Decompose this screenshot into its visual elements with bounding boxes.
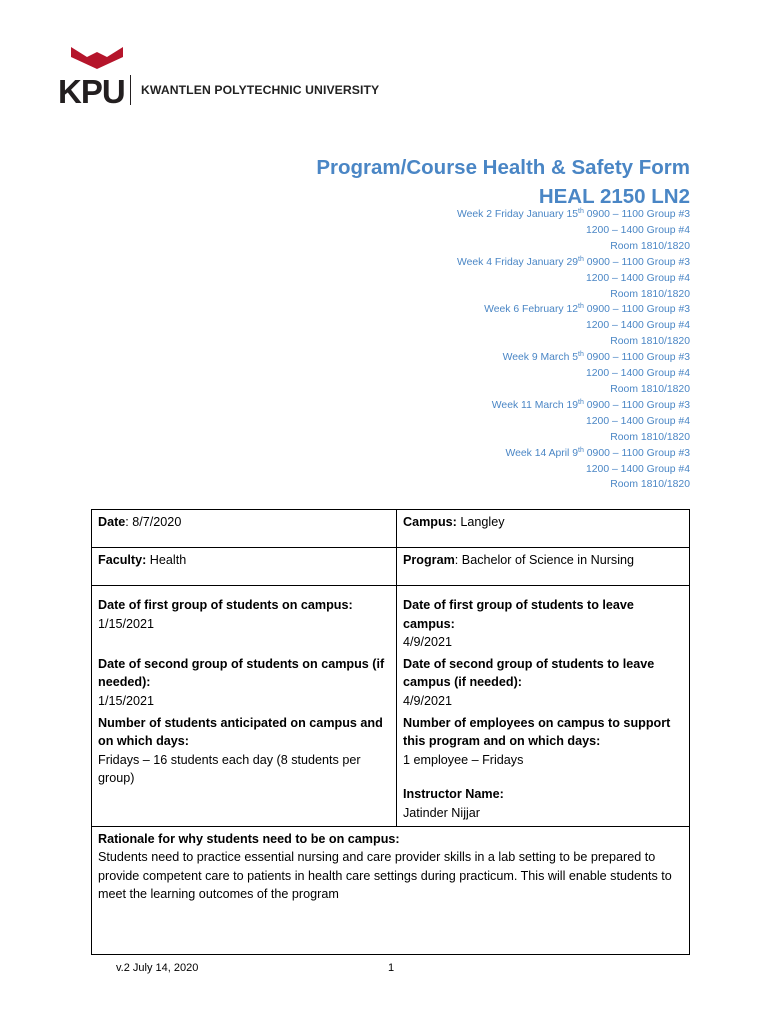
instructor-name-value: Jatinder Nijjar bbox=[403, 805, 480, 820]
num-students-cell: Number of students anticipated on campus and on which days: Fridays – 16 students each day (8 students per group) bbox=[92, 714, 397, 826]
schedule-line: 1200 – 1400 Group #4 bbox=[586, 368, 690, 380]
schedule-line: Room 1810/1820 bbox=[610, 336, 690, 348]
faculty-cell: Faculty: Health bbox=[92, 548, 397, 586]
first-group-leave-cell: Date of first group of students to leave campus: 4/9/2021 bbox=[397, 586, 690, 655]
schedule-line: 1200 – 1400 Group #4 bbox=[586, 463, 690, 475]
health-safety-form-table bbox=[91, 509, 690, 955]
schedule-line: Week 9 March 5th 0900 – 1100 Group #3 bbox=[502, 351, 690, 364]
university-name: KWANTLEN POLYTECHNIC UNIVERSITY bbox=[141, 83, 380, 97]
schedule-line: 1200 – 1400 Group #4 bbox=[586, 224, 690, 236]
second-group-leave-cell: Date of second group of students to leave campus (if needed): 4/9/2021 bbox=[397, 655, 690, 714]
schedule-block bbox=[457, 207, 690, 493]
form-title bbox=[316, 153, 690, 211]
program-cell: Program: Bachelor of Science in Nursing bbox=[397, 548, 690, 586]
form-title-line1: Program/Course Health & Safety Form bbox=[316, 156, 690, 179]
schedule-line: Week 11 March 19th 0900 – 1100 Group #3 bbox=[491, 398, 690, 411]
schedule-line: Room 1810/1820 bbox=[610, 240, 690, 252]
course-code: HEAL 2150 LN2 bbox=[538, 185, 690, 208]
num-employees-cell: Number of employees on campus to support this program and on which days: 1 employee – Fridays Instructor Name: Jatinder Nijjar bbox=[397, 714, 690, 826]
date-cell: Date: 8/7/2020 bbox=[92, 510, 397, 548]
instructor-name-label: Instructor Name: bbox=[403, 787, 504, 802]
first-group-on-campus-cell: Date of first group of students on campus: 1/15/2021 bbox=[92, 586, 397, 655]
kpu-logo bbox=[57, 45, 387, 107]
schedule-line: Week 14 April 9th 0900 – 1100 Group #3 bbox=[505, 446, 690, 459]
schedule-line: Room 1810/1820 bbox=[610, 431, 690, 443]
schedule-line: Room 1810/1820 bbox=[610, 288, 690, 300]
rationale-cell: Rationale for why students need to be on campus: Students need to practice essential nursing and care provider skills in a lab setting to be prepared to provide competent care to patients in health care settings during practicum. This will enable students to meet the learning outcomes of the program bbox=[92, 826, 690, 954]
schedule-line: Room 1810/1820 bbox=[610, 479, 690, 491]
kpu-logo-icon bbox=[57, 45, 137, 107]
logo-divider bbox=[130, 75, 131, 105]
schedule-line: Week 2 Friday January 15th 0900 – 1100 Group #3 bbox=[456, 208, 690, 220]
svg-text:KPU: KPU bbox=[58, 73, 125, 107]
second-group-on-campus-cell: Date of second group of students on campus (if needed): 1/15/2021 bbox=[92, 655, 397, 714]
schedule-line: Room 1810/1820 bbox=[610, 383, 690, 395]
schedule-line: 1200 – 1400 Group #4 bbox=[586, 415, 690, 427]
schedule-line: Week 6 February 12th 0900 – 1100 Group #3 bbox=[484, 303, 690, 316]
schedule-line: 1200 – 1400 Group #4 bbox=[586, 320, 690, 332]
page-number: 1 bbox=[388, 962, 395, 974]
version-footer: v.2 July 14, 2020 bbox=[116, 962, 199, 974]
schedule-line: Week 4 Friday January 29th 0900 – 1100 Group #3 bbox=[456, 255, 690, 268]
campus-cell: Campus: Langley bbox=[397, 510, 690, 548]
schedule-line: 1200 – 1400 Group #4 bbox=[586, 272, 690, 284]
